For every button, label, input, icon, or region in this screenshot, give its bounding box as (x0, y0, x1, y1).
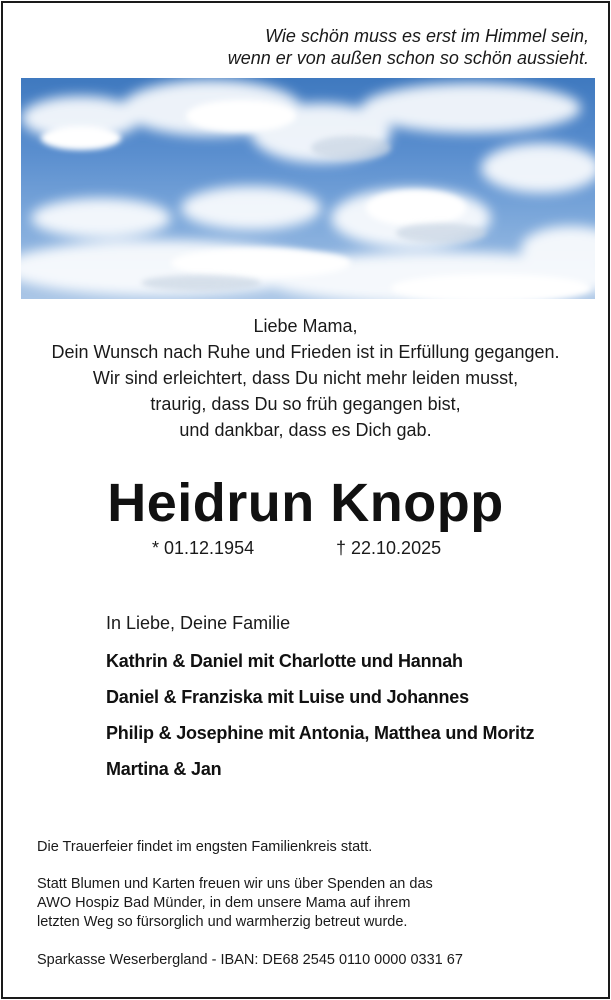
family-member: Kathrin & Daniel mit Charlotte und Hannah (106, 651, 463, 671)
poem-line: Liebe Mama, (253, 316, 358, 336)
donation-line: AWO Hospiz Bad Münder, in dem unsere Mama auf ihrem (37, 895, 411, 911)
sky-clouds-image (21, 78, 595, 299)
donation-note (37, 875, 463, 932)
notes-section (37, 838, 463, 970)
family-members-list (106, 649, 534, 793)
donation-line: Statt Blumen und Karten freuen wir uns über Spenden an das (37, 876, 433, 892)
motto-line-2: wenn er von außen schon so schön aussieht. (227, 48, 589, 68)
family-member: Daniel & Franziska mit Luise und Johannes (106, 687, 469, 707)
poem-line: Wir sind erleichtert, dass Du nicht mehr leiden musst, (92, 368, 519, 388)
poem-text (0, 313, 611, 443)
clouds-illustration (21, 78, 595, 299)
poem-line: und dankbar, dass es Dich gab. (179, 420, 432, 440)
deceased-name: Heidrun Knopp (107, 473, 504, 533)
poem-line: traurig, dass Du so früh gegangen bist, (150, 394, 461, 414)
motto-line-1: Wie schön muss es erst im Himmel sein, (265, 26, 589, 46)
family-member: Philip & Josephine mit Antonia, Matthea und Moritz (106, 723, 535, 743)
family-intro: In Liebe, Deine Familie (106, 613, 291, 633)
bank-details: Sparkasse Weserbergland - IBAN: DE68 2545 0110 0000 0331 67 (37, 952, 463, 968)
poem-line: Dein Wunsch nach Ruhe und Frieden ist in Erfüllung gegangen. (51, 342, 560, 362)
death-date: † 22.10.2025 (336, 538, 442, 558)
family-member: Martina & Jan (106, 759, 222, 779)
ceremony-note: Die Trauerfeier findet im engsten Familienkreis statt. (37, 839, 373, 855)
motto-quote (228, 25, 589, 69)
donation-line: letzten Weg so fürsorglich und warmherzig betreut wurde. (37, 914, 408, 930)
birth-date: * 01.12.1954 (152, 538, 255, 558)
